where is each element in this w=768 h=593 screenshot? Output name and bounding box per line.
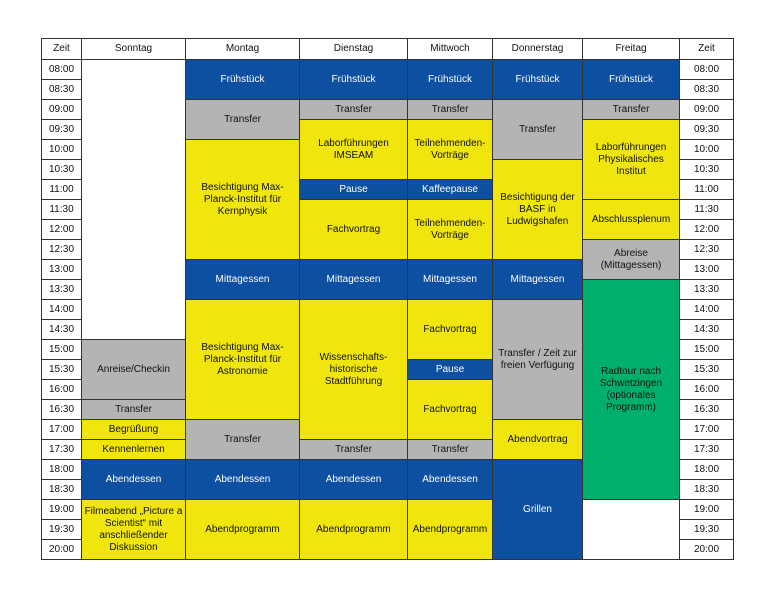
day-header-freitag: Freitag — [583, 39, 680, 60]
time-label-right: 20:00 — [680, 540, 734, 560]
event-sonntag: Kennenlernen — [82, 440, 186, 460]
time-label-left: 16:00 — [42, 380, 82, 400]
time-label-left: 08:30 — [42, 80, 82, 100]
time-label-right: 09:30 — [680, 120, 734, 140]
event-sonntag: Anreise/Checkin — [82, 340, 186, 400]
time-label-right: 09:00 — [680, 100, 734, 120]
time-label-left: 17:00 — [42, 420, 82, 440]
time-row — [42, 60, 734, 80]
event-montag: Frühstück — [186, 60, 300, 100]
event-montag: Abendessen — [186, 460, 300, 500]
event-montag: Transfer — [186, 100, 300, 140]
day-header-mittwoch: Mittwoch — [408, 39, 493, 60]
day-header-dienstag: Dienstag — [300, 39, 408, 60]
time-label-left: 12:00 — [42, 220, 82, 240]
time-label-left: 11:30 — [42, 200, 82, 220]
time-label-left: 08:00 — [42, 60, 82, 80]
time-label-right: 17:00 — [680, 420, 734, 440]
event-freitag: Laborführungen Physikalisches Institut — [583, 120, 680, 200]
event-dienstag: Pause — [300, 180, 408, 200]
event-donnerstag: Grillen — [493, 460, 583, 560]
time-label-left: 15:00 — [42, 340, 82, 360]
time-label-left: 13:30 — [42, 280, 82, 300]
event-donnerstag: Mittagessen — [493, 260, 583, 300]
time-label-right: 18:00 — [680, 460, 734, 480]
header-row — [42, 39, 734, 60]
event-dienstag: Wissenschafts-historische Stadtführung — [300, 300, 408, 440]
time-label-left: 14:30 — [42, 320, 82, 340]
event-dienstag: Abendprogramm — [300, 500, 408, 560]
time-label-right: 08:30 — [680, 80, 734, 100]
event-freitag: Transfer — [583, 100, 680, 120]
time-label-right: 18:30 — [680, 480, 734, 500]
event-sonntag: Filmeabend „Picture a Scientist“ mit anschließender Diskussion — [82, 500, 186, 560]
event-freitag: Radtour nach Schwetzingen (optionales Programm) — [583, 280, 680, 500]
time-row — [42, 500, 734, 520]
event-sonntag: Abendessen — [82, 460, 186, 500]
schedule-body — [42, 39, 734, 560]
event-mittwoch: Mittagessen — [408, 260, 493, 300]
time-label-left: 11:00 — [42, 180, 82, 200]
time-label-left: 17:30 — [42, 440, 82, 460]
event-mittwoch: Transfer — [408, 440, 493, 460]
event-montag: Transfer — [186, 420, 300, 460]
time-label-right: 15:00 — [680, 340, 734, 360]
time-header-right: Zeit — [680, 39, 734, 60]
event-montag: Besichtigung Max-Planck-Institut für Astronomie — [186, 300, 300, 420]
event-montag: Besichtigung Max-Planck-Institut für Kernphysik — [186, 140, 300, 260]
time-label-right: 14:00 — [680, 300, 734, 320]
time-label-left: 15:30 — [42, 360, 82, 380]
time-label-left: 19:00 — [42, 500, 82, 520]
time-label-left: 13:00 — [42, 260, 82, 280]
time-label-left: 16:30 — [42, 400, 82, 420]
event-mittwoch: Teilnehmenden-Vorträge — [408, 120, 493, 180]
event-dienstag: Transfer — [300, 100, 408, 120]
event-dienstag: Fachvortrag — [300, 200, 408, 260]
time-label-left: 18:30 — [42, 480, 82, 500]
time-label-right: 10:00 — [680, 140, 734, 160]
event-mittwoch: Transfer — [408, 100, 493, 120]
day-header-montag: Montag — [186, 39, 300, 60]
time-label-right: 11:30 — [680, 200, 734, 220]
schedule-table — [41, 38, 734, 560]
time-label-right: 11:00 — [680, 180, 734, 200]
event-montag: Abendprogramm — [186, 500, 300, 560]
time-label-right: 17:30 — [680, 440, 734, 460]
time-label-right: 13:30 — [680, 280, 734, 300]
event-mittwoch: Fachvortrag — [408, 300, 493, 360]
event-dienstag: Abendessen — [300, 460, 408, 500]
time-label-left: 09:30 — [42, 120, 82, 140]
day-header-sonntag: Sonntag — [82, 39, 186, 60]
event-mittwoch: Kaffeepause — [408, 180, 493, 200]
event-freitag: Abschlussplenum — [583, 200, 680, 240]
time-label-right: 13:00 — [680, 260, 734, 280]
time-label-right: 19:00 — [680, 500, 734, 520]
event-mittwoch: Teilnehmenden-Vorträge — [408, 200, 493, 260]
event-sonntag: Transfer — [82, 400, 186, 420]
day-header-donnerstag: Donnerstag — [493, 39, 583, 60]
event-freitag: Frühstück — [583, 60, 680, 100]
event-dienstag: Transfer — [300, 440, 408, 460]
time-label-right: 14:30 — [680, 320, 734, 340]
event-dienstag: Laborführungen IMSEAM — [300, 120, 408, 180]
time-label-right: 10:30 — [680, 160, 734, 180]
time-label-left: 18:00 — [42, 460, 82, 480]
event-dienstag: Mittagessen — [300, 260, 408, 300]
event-sonntag: Begrüßung — [82, 420, 186, 440]
event-donnerstag: Abendvortrag — [493, 420, 583, 460]
time-label-right: 19:30 — [680, 520, 734, 540]
time-header-left: Zeit — [42, 39, 82, 60]
time-label-left: 20:00 — [42, 540, 82, 560]
event-donnerstag: Transfer / Zeit zur freien Verfügung — [493, 300, 583, 420]
event-mittwoch: Fachvortrag — [408, 380, 493, 440]
time-label-right: 08:00 — [680, 60, 734, 80]
event-donnerstag: Transfer — [493, 100, 583, 160]
time-label-right: 15:30 — [680, 360, 734, 380]
event-dienstag: Frühstück — [300, 60, 408, 100]
event-freitag: Abreise (Mittagessen) — [583, 240, 680, 280]
event-mittwoch: Abendprogramm — [408, 500, 493, 560]
event-mittwoch: Frühstück — [408, 60, 493, 100]
time-label-right: 12:00 — [680, 220, 734, 240]
time-label-right: 16:30 — [680, 400, 734, 420]
time-label-right: 12:30 — [680, 240, 734, 260]
time-label-left: 12:30 — [42, 240, 82, 260]
event-donnerstag: Besichtigung der BASF in Ludwigshafen — [493, 160, 583, 260]
event-donnerstag: Frühstück — [493, 60, 583, 100]
empty-slot-freitag — [583, 500, 680, 560]
time-label-left: 09:00 — [42, 100, 82, 120]
time-label-left: 14:00 — [42, 300, 82, 320]
empty-slot-sonntag — [82, 60, 186, 340]
time-label-right: 16:00 — [680, 380, 734, 400]
time-label-left: 10:30 — [42, 160, 82, 180]
time-label-left: 19:30 — [42, 520, 82, 540]
event-mittwoch: Pause — [408, 360, 493, 380]
event-mittwoch: Abendessen — [408, 460, 493, 500]
time-label-left: 10:00 — [42, 140, 82, 160]
event-montag: Mittagessen — [186, 260, 300, 300]
